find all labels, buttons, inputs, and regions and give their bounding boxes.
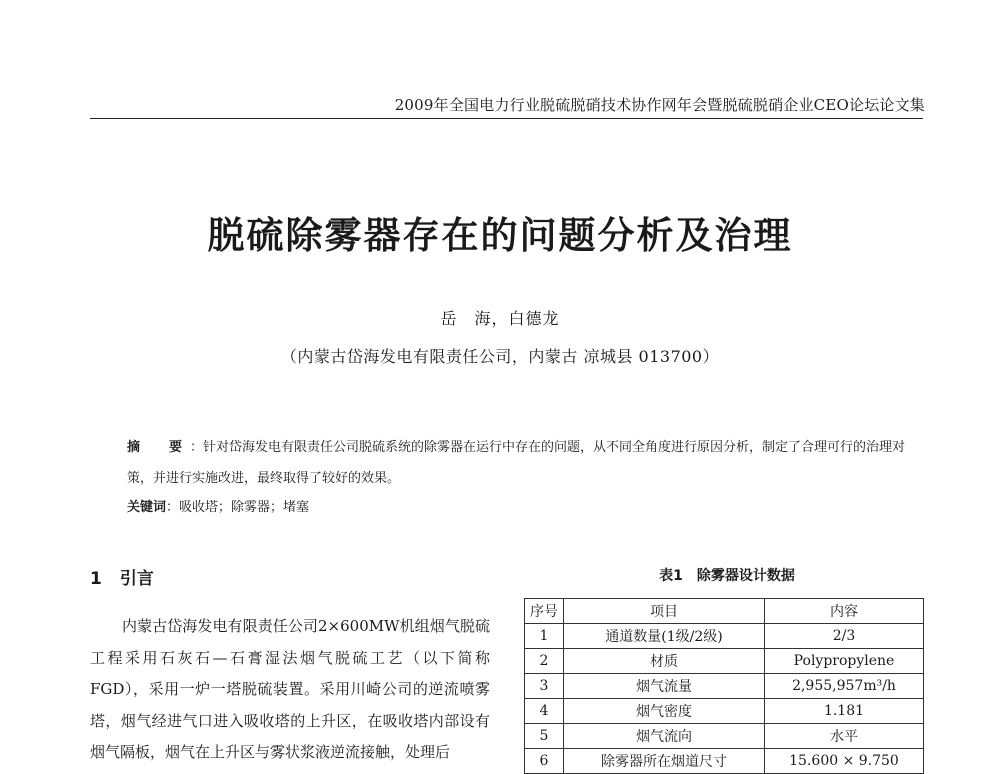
table-cell: 3 <box>525 674 564 699</box>
table-cell: 1.181 <box>765 699 924 724</box>
table-cell: 通道数量(1级/2级) <box>564 624 765 649</box>
table-cell: 水平 <box>765 724 924 749</box>
table-cell: 1 <box>525 624 564 649</box>
table-cell: 材质 <box>564 649 765 674</box>
table-caption-text: 除雾器设计数据 <box>696 568 795 584</box>
body-paragraph: 内蒙古岱海发电有限责任公司2×600MW机组烟气脱硫工程采用石灰石—石膏湿法烟气脱硫工艺（以下简称FGD），采用一炉一塔脱硫装置。采用川崎公司的逆流喷雾塔，烟气经进气口进入吸收塔的上升区，在吸收塔内部设有烟气隔板，烟气在上升区与雾状浆液逆流接触，处理后 <box>90 617 490 761</box>
table-cell: 6 <box>525 749 564 774</box>
section-heading <box>90 564 154 589</box>
table-row <box>525 724 924 749</box>
table-row <box>525 649 924 674</box>
section-title: 引言 <box>119 569 154 589</box>
table-cell: 5 <box>525 724 564 749</box>
table-cell: 烟气流向 <box>564 724 765 749</box>
table-cell: Polypropylene <box>765 649 924 674</box>
abstract-label: 摘 要 <box>127 440 191 455</box>
table-header-row <box>525 599 924 624</box>
table-cell: 4 <box>525 699 564 724</box>
table-row <box>525 749 924 774</box>
paper-affiliation: （内蒙古岱海发电有限责任公司，内蒙古 凉城县 013700） <box>280 347 720 366</box>
table-caption <box>527 565 927 585</box>
table-cell: 除雾器所在烟道尺寸 <box>564 749 765 774</box>
table-cell: 2,955,957m³/h <box>765 674 924 699</box>
table-cell: 2/3 <box>765 624 924 649</box>
abstract: 摘 要：针对岱海发电有限责任公司脱硫系统的除雾器在运行中存在的问题，从不同全角度进行原因分析，制定了合理可行的治理对策，并进行实施改进，最终取得了较好的效果。 <box>127 440 906 486</box>
table-cell: 烟气流量 <box>564 674 765 699</box>
column-header: 项目 <box>564 599 765 624</box>
paper-title: 脱硫除雾器存在的问题分析及治理 <box>207 214 793 257</box>
keywords-label: 关键词 <box>127 500 167 515</box>
table-row <box>525 624 924 649</box>
keywords: 关键词：吸收塔；除雾器；堵塞 <box>127 500 310 515</box>
table-row <box>525 674 924 699</box>
table-cell: 15.600 × 9.750 <box>765 749 924 774</box>
header-rule <box>90 118 923 119</box>
table-row <box>525 699 924 724</box>
design-data-table <box>524 598 924 774</box>
abstract-text: 针对岱海发电有限责任公司脱硫系统的除雾器在运行中存在的问题，从不同全角度进行原因分析，制定了合理可行的治理对策，并进行实施改进，最终取得了较好的效果。 <box>127 440 906 486</box>
table-cell: 2 <box>525 649 564 674</box>
keywords-text: 吸收塔；除雾器；堵塞 <box>179 500 310 515</box>
table-cell: 烟气密度 <box>564 699 765 724</box>
section-number: 1 <box>90 569 102 589</box>
table-number: 表1 <box>659 568 683 584</box>
running-header: 2009年全国电力行业脱硫脱硝技术协作网年会暨脱硫脱硝企业CEO论坛论文集 <box>394 96 925 114</box>
column-header: 内容 <box>765 599 924 624</box>
column-header: 序号 <box>525 599 564 624</box>
paper-authors: 岳 海，白德龙 <box>440 309 560 328</box>
